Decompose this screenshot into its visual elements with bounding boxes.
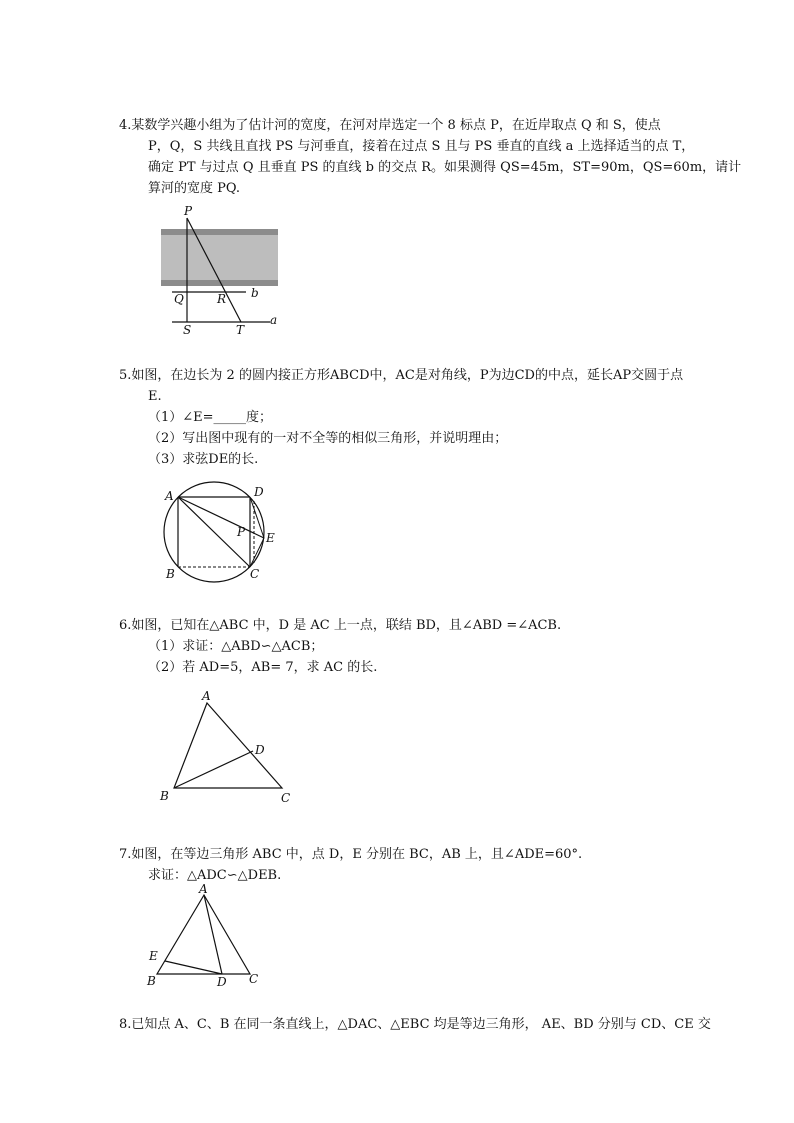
- river-bank-far: [161, 229, 278, 235]
- river-band: [161, 229, 278, 286]
- equilateral-triangle-figure: [145, 882, 275, 990]
- label-C: C: [281, 791, 291, 805]
- problem-5-line-1: 5.如图，在边长为 2 的圆内接正方形ABCD中，AC是对角线，P为边CD的中点，延长AP交圆于点: [119, 368, 684, 383]
- label-B: B: [147, 974, 156, 988]
- triangle-abc-figure: [155, 688, 300, 810]
- label-b: b: [251, 286, 259, 300]
- problem-4-line-2: P，Q，S 共线且直找 PS 与河垂直，接着在过点 S 且与 PS 垂直的直线 a 上选择适当的点 T，: [148, 139, 695, 154]
- problem-7-line-2: 求证：△ADC∽△DEB.: [148, 868, 282, 883]
- label-D: D: [254, 485, 264, 499]
- problem-4-line-4: 算河的宽度 PQ.: [148, 181, 241, 196]
- river-figure: [150, 200, 290, 340]
- label-B: B: [160, 789, 169, 803]
- problem-5-line-3: （1）∠E=_____度；: [148, 410, 273, 425]
- segment-AD: [204, 895, 222, 974]
- label-a: a: [270, 313, 278, 327]
- line-AE: [178, 497, 264, 538]
- label-A: A: [165, 489, 174, 503]
- label-C: C: [250, 567, 260, 581]
- segment-ED: [165, 961, 222, 974]
- label-P: P: [237, 525, 246, 539]
- circle-square-figure: [155, 480, 285, 590]
- label-P: P: [184, 204, 193, 218]
- label-D: D: [255, 743, 265, 757]
- problem-6-line-1: 6.如图，已知在△ABC 中，D 是 AC 上一点，联结 BD，且∠ABD =∠ACB.: [119, 618, 562, 633]
- problem-4-line-1: 4.某数学兴趣小组为了估计河的宽度，在河对岸选定一个 8 标点 P，在近岸取点 Q 和 S，使点: [119, 118, 661, 133]
- problem-6-line-2: （1）求证：△ABD∽△ACB；: [148, 639, 324, 654]
- label-D: D: [217, 975, 227, 989]
- label-T: T: [236, 323, 245, 337]
- problem-5-line-4: （2）写出图中现有的一对不全等的相似三角形，并说明理由；: [148, 431, 508, 446]
- problem-6-line-3: （2）若 AD=5，AB= 7，求 AC 的长.: [148, 660, 378, 675]
- label-C: C: [249, 972, 259, 986]
- label-A: A: [199, 882, 208, 896]
- label-A: A: [202, 689, 211, 703]
- triangle-ABC: [174, 703, 282, 788]
- problem-4-line-3: 确定 PT 与过点 Q 且垂直 PS 的直线 b 的交点 R。如果测得 QS=45m，ST=90m，QS=60m，请计: [148, 160, 742, 175]
- problem-7-line-1: 7.如图，在等边三角形 ABC 中，点 D，E 分别在 BC，AB 上，且∠ADE=60°.: [119, 847, 583, 862]
- label-Q: Q: [174, 292, 184, 306]
- problem-8-line-1: 8.已知点 A、C、B 在同一条直线上，△DAC、△EBC 均是等边三角形， AE、BD 分别与 CD、CE 交: [119, 1017, 711, 1032]
- label-S: S: [183, 323, 192, 337]
- chord-CE: [250, 538, 264, 567]
- label-E: E: [266, 531, 275, 545]
- problem-5-line-2: E.: [148, 389, 162, 404]
- label-B: B: [166, 567, 175, 581]
- problem-5-line-5: （3）求弦DE的长.: [148, 452, 259, 467]
- label-E: E: [149, 949, 158, 963]
- label-R: R: [217, 292, 227, 306]
